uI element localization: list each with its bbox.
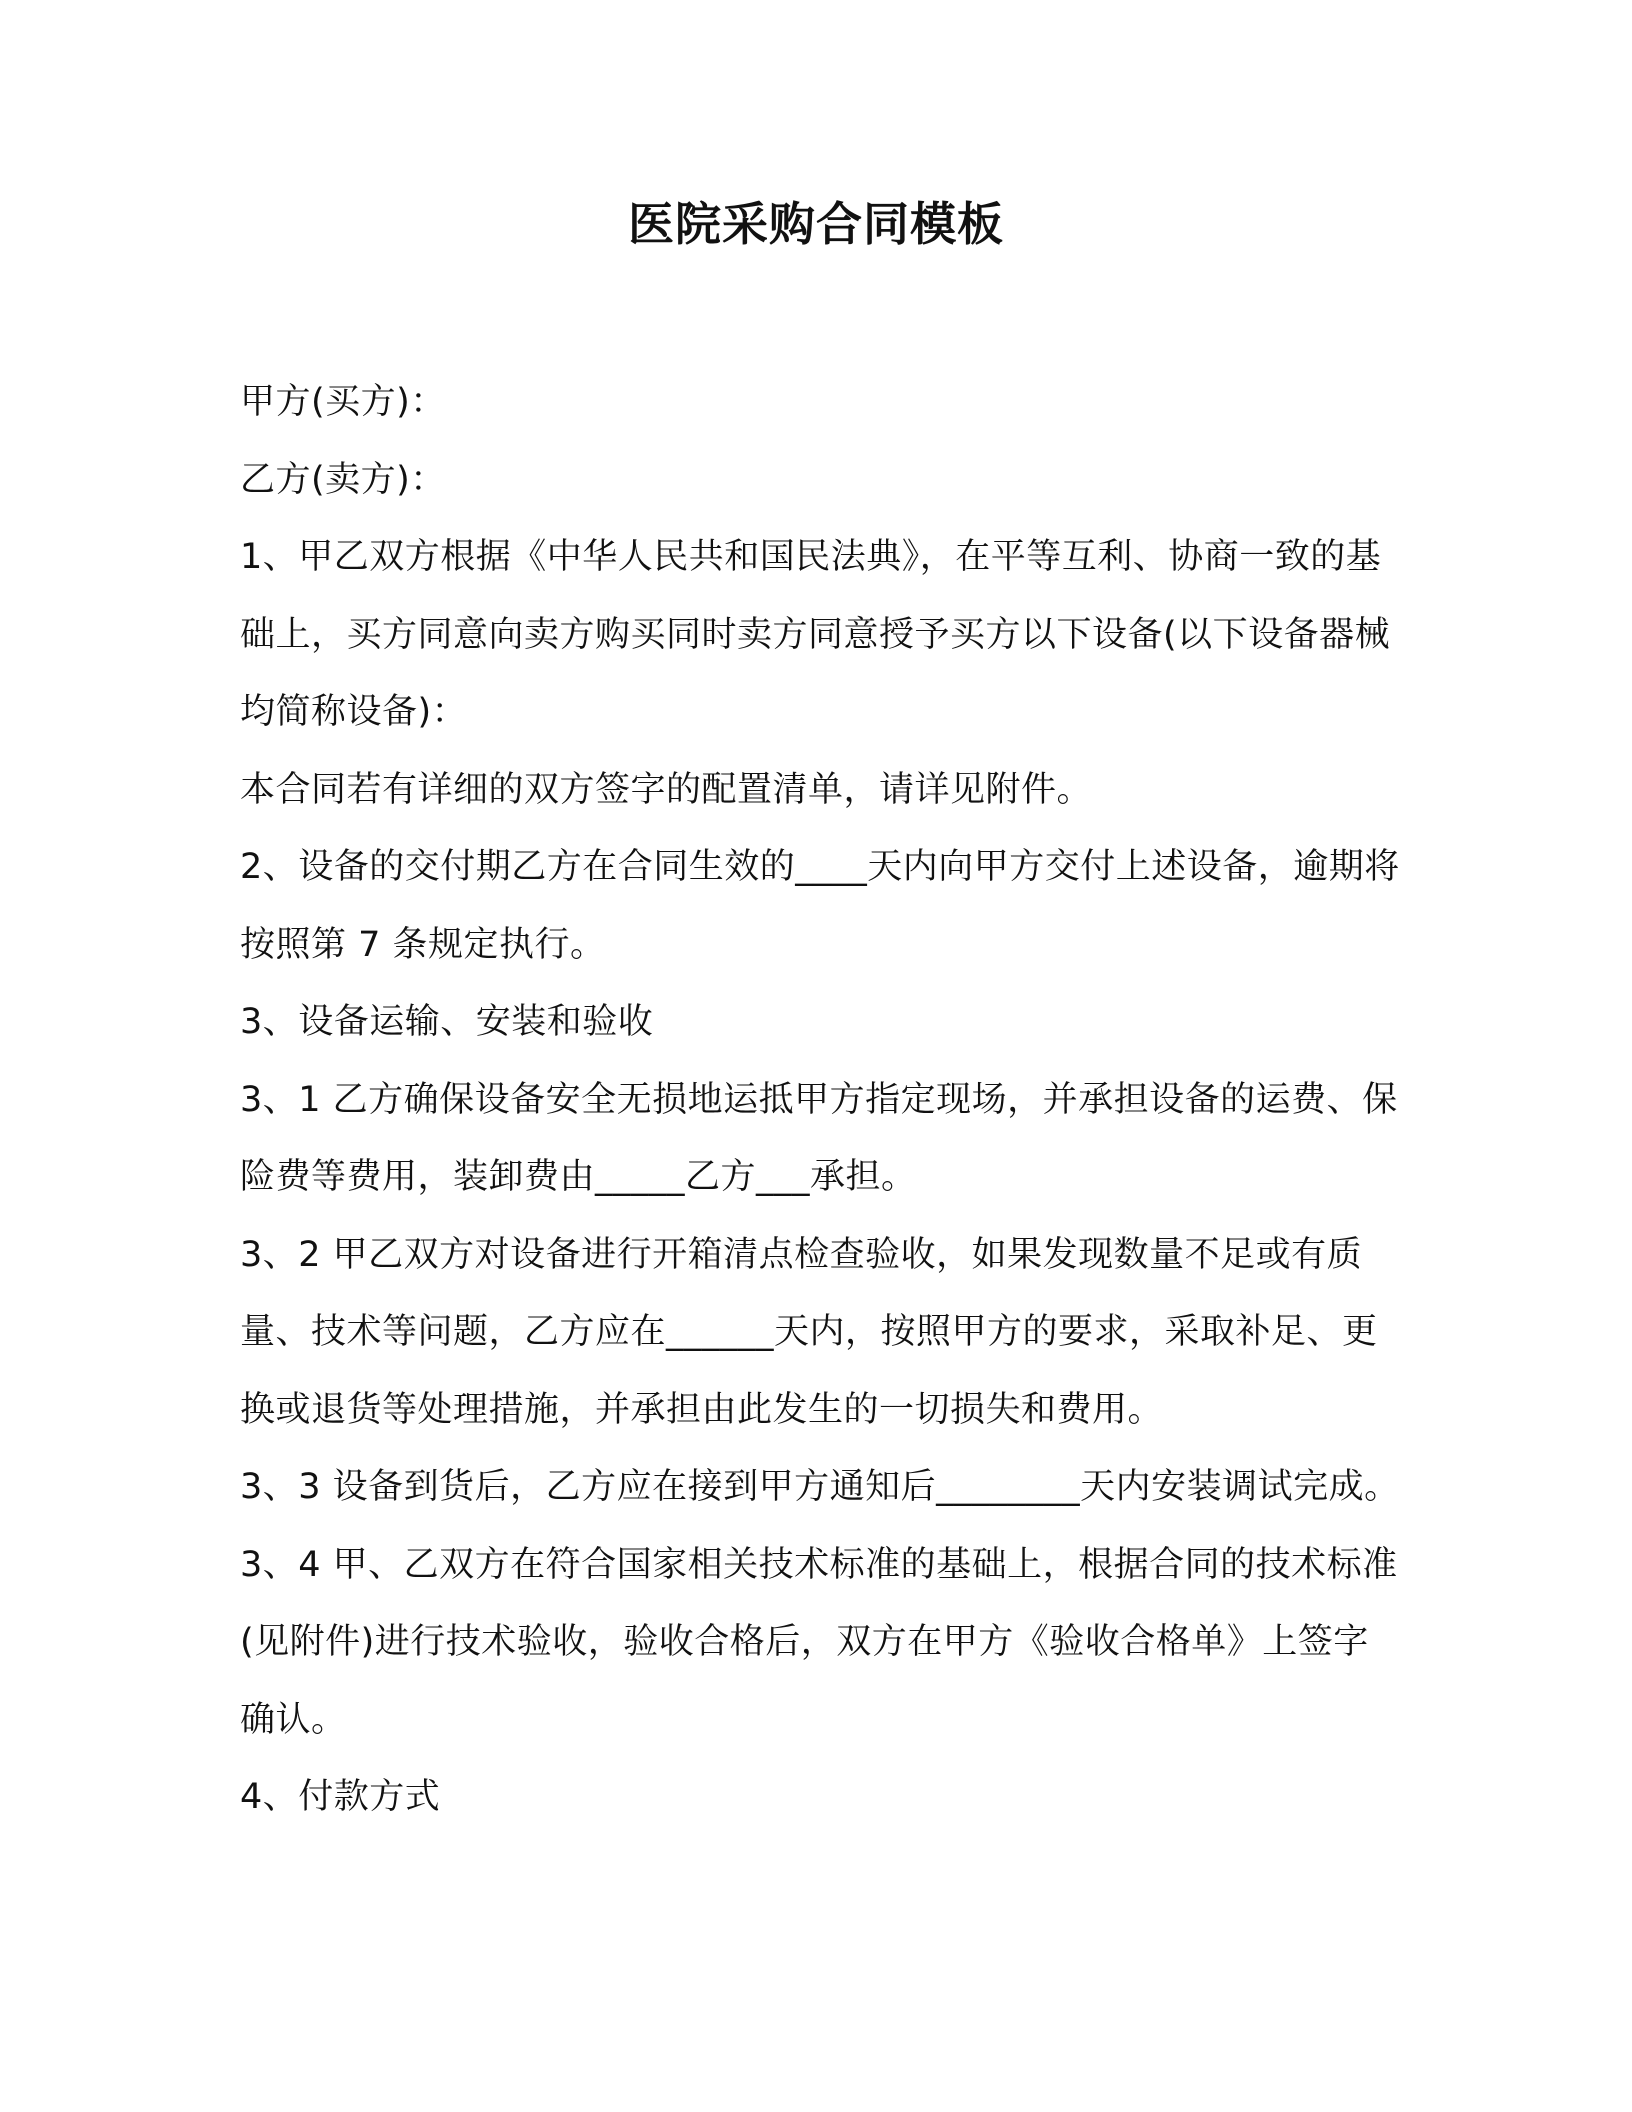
document-body: [240, 364, 1400, 1837]
clause-3-2: 3、2 甲乙双方对设备进行开箱清点检查验收，如果发现数量不足或有质量、技术等问题，乙方应在______天内，按照甲方的要求，采取补足、更换或退货等处理措施，并承担由此发生的一切损失和费用。: [240, 1234, 1378, 1430]
clause-2: 2、设备的交付期乙方在合同生效的____天内向甲方交付上述设备，逾期将按照第 7 条规定执行。: [240, 847, 1400, 965]
party-a-line: 甲方(买方)：: [240, 382, 446, 422]
clause-3-4: 3、4 甲、乙双方在符合国家相关技术标准的基础上，根据合同的技术标准(见附件)进行技术验收，验收合格后，双方在甲方《验收合格单》上签字确认。: [240, 1544, 1398, 1740]
clause-3-1: 3、1 乙方确保设备安全无损地运抵甲方指定现场，并承担设备的运费、保险费等费用，装卸费由_____乙方___承担。: [240, 1079, 1398, 1197]
party-b-line: 乙方(卖方)：: [240, 459, 446, 500]
clause-3-3: 3、3 设备到货后，乙方应在接到甲方通知后________天内安装调试完成。: [240, 1467, 1400, 1507]
document-title: 医院采购合同模板: [628, 197, 1004, 251]
clause-4-heading: 4、付款方式: [240, 1777, 441, 1817]
clause-3-heading: 3、设备运输、安装和验收: [240, 1002, 654, 1042]
clause-1: 1、甲乙双方根据《中华人民共和国民法典》，在平等互利、协商一致的基础上，买方同意向卖方购买同时卖方同意授予买方以下设备(以下设备器械均简称设备)：: [240, 537, 1391, 732]
attachment-note: 本合同若有详细的双方签字的配置清单，请详见附件。: [240, 769, 1093, 810]
